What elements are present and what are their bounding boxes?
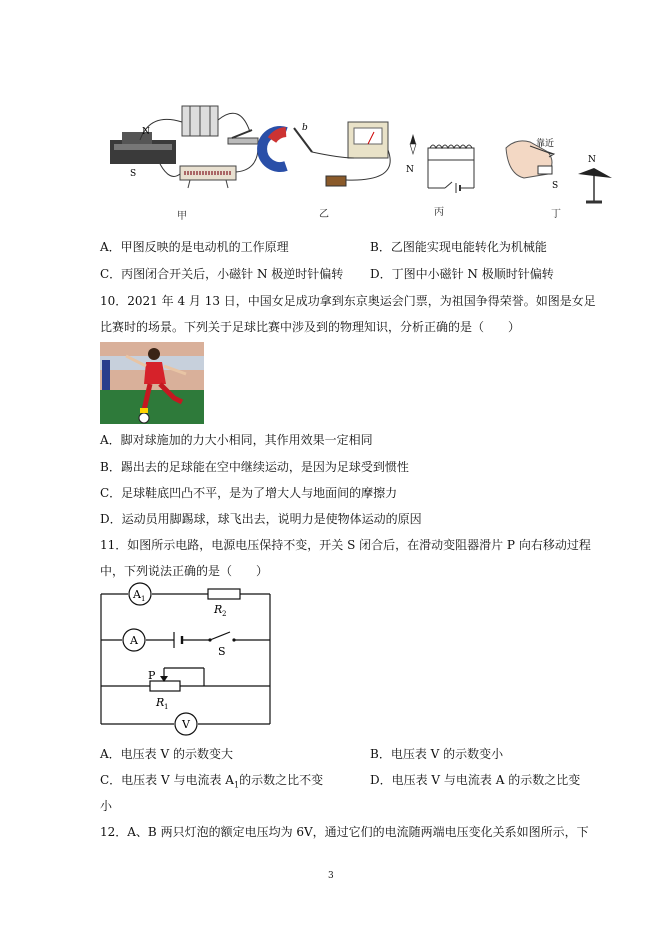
jia-label-s: S: [130, 169, 137, 179]
q10-option-b: B．踢出去的足球能在空中继续运动，是因为足球受到惯性: [100, 460, 409, 474]
figure-ding-apparatus: [506, 141, 612, 202]
q10-option-c: C．足球鞋底凹凸不平，是为了增大人与地面间的摩擦力: [100, 486, 398, 500]
q9-option-d: D．丁图中小磁针 N 极顺时针偏转: [370, 267, 554, 281]
label-a: A: [130, 634, 138, 647]
q11-option-c: C．电压表 V 与电流表 $A_1$的示数之比不变: [100, 773, 324, 790]
q11-option-d: D．电压表 V 与电流表 A 的示数之比变: [370, 773, 581, 787]
label-v: V: [182, 718, 190, 731]
svg-text:1: 1: [164, 703, 169, 711]
resistor-r2: [208, 589, 240, 599]
caption-ding: 丁: [551, 209, 561, 220]
switch-s: [208, 638, 211, 641]
ding-label-kaojin: 靠近: [536, 139, 555, 149]
ding-label-s: S: [552, 181, 559, 191]
rheostat-r1: [150, 681, 180, 691]
q10-stem-line2: 比赛时的场景。下列关于足球比赛中涉及到的物理知识，分析正确的是（ ）: [100, 320, 521, 334]
caption-bing: 丙: [434, 207, 444, 218]
q11-option-d-wrap: 小: [100, 799, 113, 813]
q10-option-a: A．脚对球施加的力大小相同，其作用效果一定相同: [100, 433, 373, 447]
caption-yi: 乙: [319, 209, 329, 220]
q11-circuit-diagram: [96, 582, 276, 740]
q10-option-d: D．运动员用脚踢球，球飞出去，说明力是使物体运动的原因: [100, 512, 422, 526]
q9-option-a: A．甲图反映的是电动机的工作原理: [100, 240, 289, 254]
page-number: 3: [328, 871, 334, 881]
caption-jia: 甲: [177, 211, 187, 222]
yi-label-b: b: [302, 123, 308, 133]
label-p: P: [148, 669, 156, 682]
figure-yi-apparatus: [262, 122, 390, 186]
q11-option-a: A．电压表 V 的示数变大: [100, 747, 233, 761]
q12-stem-line1: 12．A、B 两只灯泡的额定电压均为 6V，通过它们的电流随两端电压变化关系如图所示，下: [100, 825, 589, 839]
label-r1: R: [156, 696, 165, 709]
label-s: S: [218, 645, 226, 658]
label-a1: A: [133, 588, 141, 601]
q11-stem-line1: 11．如图所示电路，电源电压保持不变，开关 S 闭合后，在滑动变阻器滑片 P 向右移动过程: [100, 538, 591, 552]
bing-label-n: N: [406, 165, 414, 175]
jia-label-n: N: [142, 127, 150, 137]
ding-label-n: N: [588, 155, 596, 165]
q11-option-b: B．电压表 V 的示数变小: [370, 747, 504, 761]
svg-text:2: 2: [222, 610, 227, 618]
q10-stem-line1: 10．2021 年 4 月 13 日，中国女足成功拿到东京奥运会门票，为祖国争得荣誉。如图是女足: [100, 294, 596, 308]
q9-option-c: C．丙图闭合开关后，小磁针 N 极逆时针偏转: [100, 267, 344, 281]
q11-stem-line2: 中，下列说法正确的是（ ）: [100, 564, 269, 578]
q9-option-b: B．乙图能实现电能转化为机械能: [370, 240, 547, 254]
figure-bing-apparatus: [410, 134, 474, 193]
label-r2: R: [214, 603, 223, 616]
q9-figures: [100, 92, 620, 222]
q10-photo: [100, 342, 204, 424]
svg-text:1: 1: [141, 595, 146, 603]
